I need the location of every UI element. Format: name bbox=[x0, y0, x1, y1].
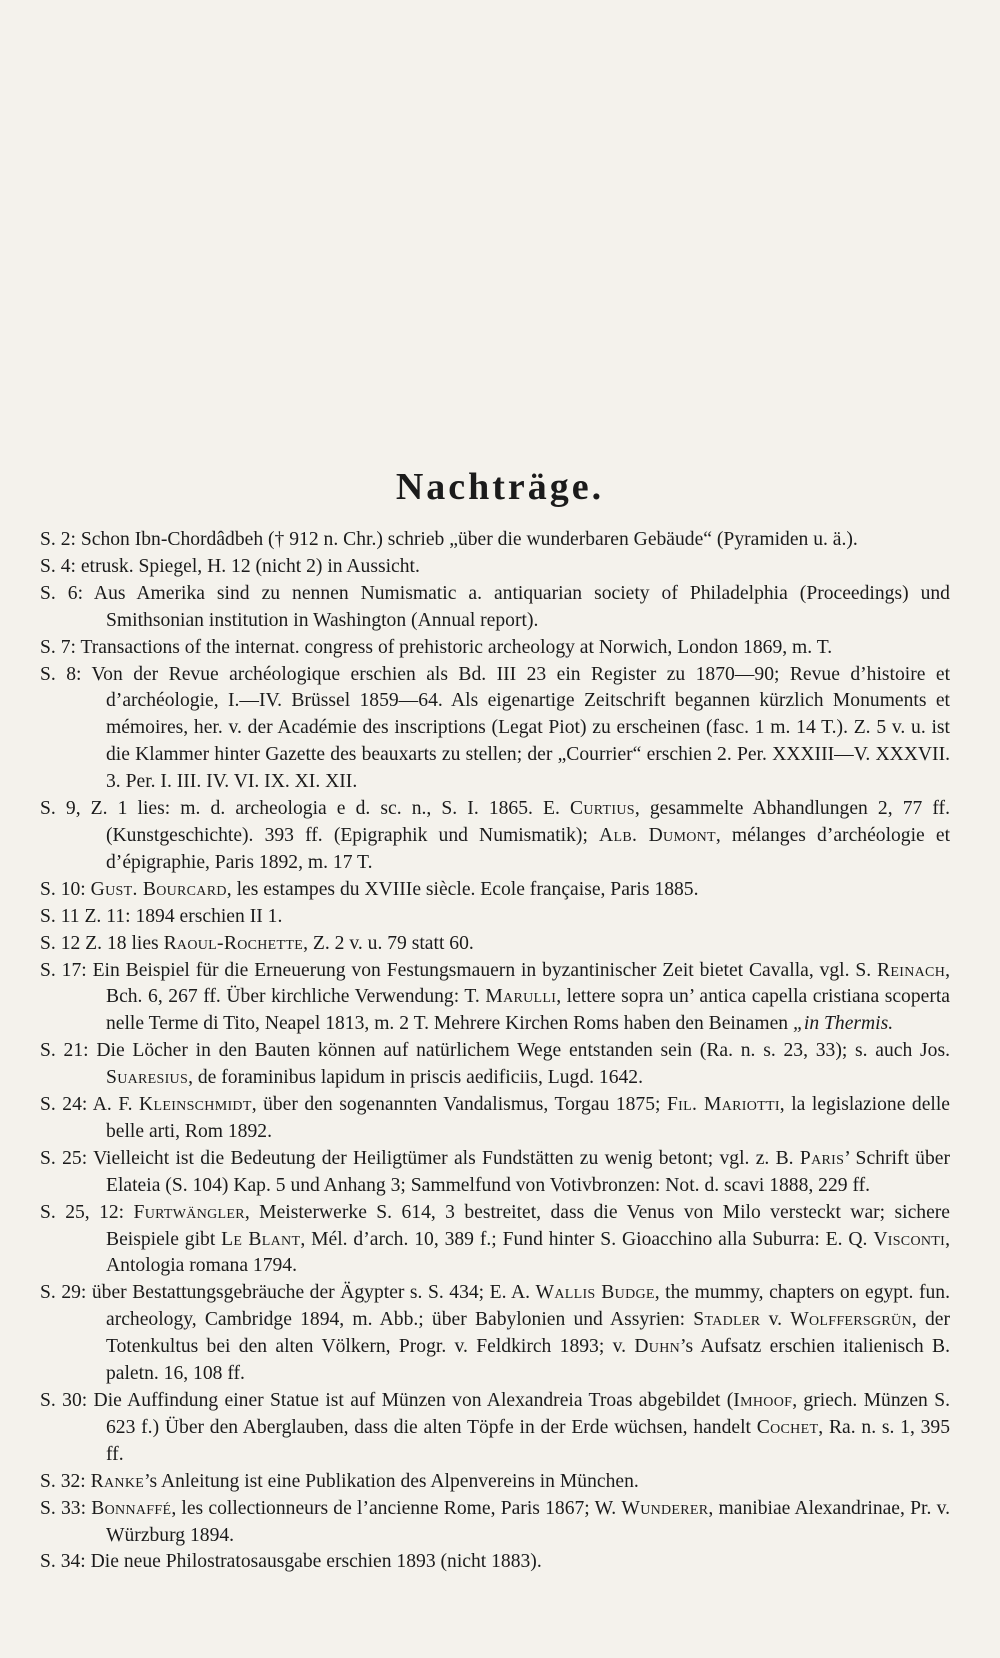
entry-text: , über den sogenannten Vandalismus, Torgau 1875; bbox=[251, 1094, 667, 1116]
entry-text: , der Totenkultus bei den alten Völkern, Progr. v. Feldkirch 1893; v. bbox=[106, 1309, 950, 1358]
author-name: Raoul-Rochette bbox=[163, 932, 304, 954]
author-name: Marulli bbox=[485, 986, 557, 1008]
entry-text: Transactions of the internat. congress of prehistoric archeology at Norwich, London 1869, m. T. bbox=[80, 636, 833, 658]
author-name: Paris bbox=[799, 1147, 845, 1169]
page-reference: S. 8: bbox=[40, 663, 92, 685]
addendum-entry bbox=[40, 1549, 950, 1576]
addendum-entry bbox=[40, 1469, 950, 1496]
entry-text: ’ Schrift über Elateia (S. 104) Kap. 5 und Anhang 3; Sammelfund von Votivbronzen: Not. d. scavi 1888, 229 ff. bbox=[106, 1147, 950, 1196]
page-reference: S. 32: bbox=[40, 1470, 91, 1492]
entry-text: , gesammelte Abhandlungen 2, 77 ff. (Kunstgeschichte). 393 ff. (Epigraphik und Numismatik); bbox=[106, 798, 950, 846]
entry-text: Die neue Philostratosausgabe erschien 1893 (nicht 1883). bbox=[90, 1551, 542, 1573]
entry-text: , lettere sopra un’ antica capella cristiana scoperta nelle Terme di Tito, Neapel 1813, m. 2 T. Mehrere Kirchen Roms haben den Beinamen bbox=[106, 986, 950, 1035]
page-reference: S. 21: bbox=[40, 1040, 97, 1062]
addendum-entry bbox=[40, 877, 950, 904]
author-name: Duhn bbox=[634, 1336, 681, 1358]
author-name: Wolffersgrün bbox=[790, 1309, 912, 1331]
page-title: Nachträge. bbox=[395, 466, 605, 508]
entry-text: , les estampes du XVIIIe siècle. Ecole française, Paris 1885. bbox=[226, 878, 699, 900]
entry-text: 1894 erschien II 1. bbox=[135, 905, 283, 927]
page-reference: S. 12 Z. 18 bbox=[40, 932, 132, 954]
entry-text: ’s Aufsatz erschien italienisch B. paletn. 16, 108 ff. bbox=[106, 1336, 950, 1385]
addendum-entry bbox=[40, 1496, 950, 1550]
author-name: Ranke bbox=[90, 1470, 145, 1492]
author-name: Imhoof bbox=[733, 1390, 793, 1411]
entry-text: etrusk. Spiegel, H. 12 (nicht 2) in Aussicht. bbox=[80, 555, 420, 577]
entry-text: Von der Revue archéologique erschien als Bd. III 23 ein Register zu 1870—90; Revue d’histoire et d’archéologie, I.—IV. Brüssel 1859—64. Als eigenartige Zeitschrift begannen kürzlich Monuments et mémoires, her. v. der Académie des inscriptions (Legat Piot) zu erscheinen (fasc. 1 m. 14 T.). Z. 5 v. u. ist die Klammer hinter Gazette des beauxarts zu stellen; der „Courrier“ erschien 2. Per. XXXIII—V. XXXVII. 3. Per. I. III. IV. VI. IX. XI. XII. bbox=[91, 663, 951, 793]
author-name: Wunderer bbox=[621, 1497, 709, 1519]
page-reference: S. 2: bbox=[40, 529, 81, 550]
author-name: Cochet bbox=[756, 1416, 819, 1438]
entry-text: Die Auffindung einer Statue ist auf Münzen von Alexandreia Troas abgebildet ( bbox=[93, 1390, 734, 1411]
author-name: Wallis Budge bbox=[535, 1282, 655, 1304]
entry-text: , Antologia romana 1794. bbox=[106, 1228, 950, 1277]
author-name: Furtwängler bbox=[133, 1201, 245, 1223]
author-name: Fil. Mariotti bbox=[666, 1094, 780, 1116]
entry-text: über Bestattungsgebräuche der Ägypter s. S. 434; E. A. bbox=[91, 1282, 536, 1304]
document-page bbox=[40, 462, 950, 1576]
entry-text: lies bbox=[131, 932, 164, 954]
entry-text: , Ra. n. s. 1, 395 ff. bbox=[106, 1416, 950, 1465]
page-reference: S. 30: bbox=[40, 1390, 94, 1411]
addendum-entry bbox=[40, 904, 950, 931]
entry-text: Die Löcher in den Bauten können auf natürlichem Wege entstanden sein (Ra. n. s. 23, 33); s. auch Jos. bbox=[96, 1040, 950, 1062]
emphasis-text: „in Thermis. bbox=[792, 1013, 894, 1035]
page-reference: S. 24: bbox=[40, 1094, 93, 1116]
author-name: Alb. Dumont bbox=[599, 824, 716, 846]
entry-text: , Bch. 6, 267 ff. Über kirchliche Verwendung: T. bbox=[106, 959, 951, 1008]
entry-text: Vielleicht ist die Bedeutung der Heiligtümer als Fundstätten zu wenig betont; vgl. z. B. bbox=[93, 1147, 800, 1169]
addendum-entry bbox=[40, 527, 950, 554]
addendum-entry bbox=[40, 581, 950, 635]
entry-text: , les collectionneurs de l’ancienne Rome, Paris 1867; W. bbox=[171, 1497, 622, 1519]
entry-text: v. bbox=[760, 1309, 791, 1331]
page-reference: S. 29: bbox=[40, 1282, 92, 1304]
author-name: Curtius bbox=[569, 798, 635, 820]
addenda-list bbox=[40, 527, 950, 1576]
addendum-entry bbox=[40, 1388, 950, 1469]
page-reference: S. 17: bbox=[40, 959, 93, 981]
page-reference: S. 4: bbox=[40, 555, 81, 577]
entry-text: Aus Amerika sind zu nennen Numismatic a. antiquarian society of Philadelphia (Proceedings) und Smithsonian institution in Washington (Annual report). bbox=[93, 582, 950, 631]
entry-text: lies: m. d. archeologia e d. sc. n., S. I. 1865. E. bbox=[137, 798, 570, 820]
addendum-entry bbox=[40, 796, 950, 877]
page-reference: S. 11 Z. 11: bbox=[40, 905, 136, 927]
author-name: Stadler bbox=[693, 1309, 761, 1331]
addendum-entry bbox=[40, 1146, 950, 1200]
page-reference: S. 34: bbox=[40, 1551, 91, 1573]
entry-text: , Z. 2 v. u. 79 statt 60. bbox=[303, 932, 474, 954]
addendum-entry bbox=[40, 1092, 950, 1146]
entry-text: , Mél. d’arch. 10, 389 f.; Fund hinter S. Gioacchino alla Suburra: E. Q. bbox=[300, 1228, 874, 1250]
author-name: Reinach bbox=[877, 959, 946, 981]
page-reference: S. 25: bbox=[40, 1147, 94, 1169]
entry-text: , the mummy, chapters on egypt. fun. archeology, Cambridge 1894, m. Abb.; über Babylonien und Assyrien: bbox=[106, 1282, 950, 1331]
page-reference: S. 25, 12: bbox=[40, 1201, 134, 1223]
entry-text: , manibiae Alexandrinae, Pr. v. Würzburg 1894. bbox=[106, 1497, 950, 1546]
addendum-entry bbox=[40, 931, 950, 958]
addendum-entry bbox=[40, 958, 950, 1039]
entry-text: A. F. bbox=[92, 1094, 140, 1116]
author-name: Visconti bbox=[873, 1228, 946, 1250]
page-reference: S. 7: bbox=[40, 636, 81, 658]
author-name: Kleinschmidt bbox=[139, 1094, 252, 1116]
page-reference: S. 9, Z. 1 bbox=[40, 798, 138, 820]
entry-text: , la legislazione delle belle arti, Rom 1892. bbox=[106, 1094, 950, 1142]
addendum-entry bbox=[40, 635, 950, 662]
page-reference: S. 33: bbox=[40, 1497, 92, 1519]
author-name: Bonnaffé bbox=[91, 1497, 172, 1519]
addendum-entry bbox=[40, 1038, 950, 1092]
entry-text: ’s Anleitung ist eine Publikation des Alpenvereins in München. bbox=[144, 1470, 639, 1492]
page-reference: S. 6: bbox=[40, 582, 94, 604]
addendum-entry bbox=[40, 1200, 950, 1281]
author-name: Le Blant bbox=[221, 1228, 301, 1250]
entry-text: , Meisterwerke S. 614, 3 bestreitet, dass die Venus von Milo versteckt war; sichere Beispiele gibt bbox=[106, 1201, 950, 1250]
author-name: Gust. Bourcard bbox=[90, 878, 227, 900]
show-through-bleed bbox=[0, 0, 1000, 470]
entry-text: , mélanges d’archéologie et d’épigraphie, Paris 1892, m. 17 T. bbox=[106, 824, 951, 873]
entry-text: , de foraminibus lapidum in priscis aedificiis, Lugd. 1642. bbox=[188, 1067, 643, 1089]
author-name: Suaresius bbox=[106, 1067, 189, 1089]
entry-text: Ein Beispiel für die Erneuerung von Festungsmauern in byzantinischer Zeit bietet Cavalla, vgl. S. bbox=[92, 959, 878, 981]
addendum-entry bbox=[40, 662, 950, 797]
addendum-entry bbox=[40, 1280, 950, 1388]
addendum-entry bbox=[40, 554, 950, 581]
entry-text: , griech. Münzen S. 623 f.) Über den Aberglauben, dass die alten Töpfe in der Erde wüchsen, handelt bbox=[106, 1390, 950, 1438]
entry-text: Schon Ibn-Chordâdbeh († 912 n. Chr.) schrieb „über die wunderbaren Gebäude“ (Pyramiden u. ä.). bbox=[80, 529, 858, 550]
page-reference: S. 10: bbox=[40, 878, 91, 900]
